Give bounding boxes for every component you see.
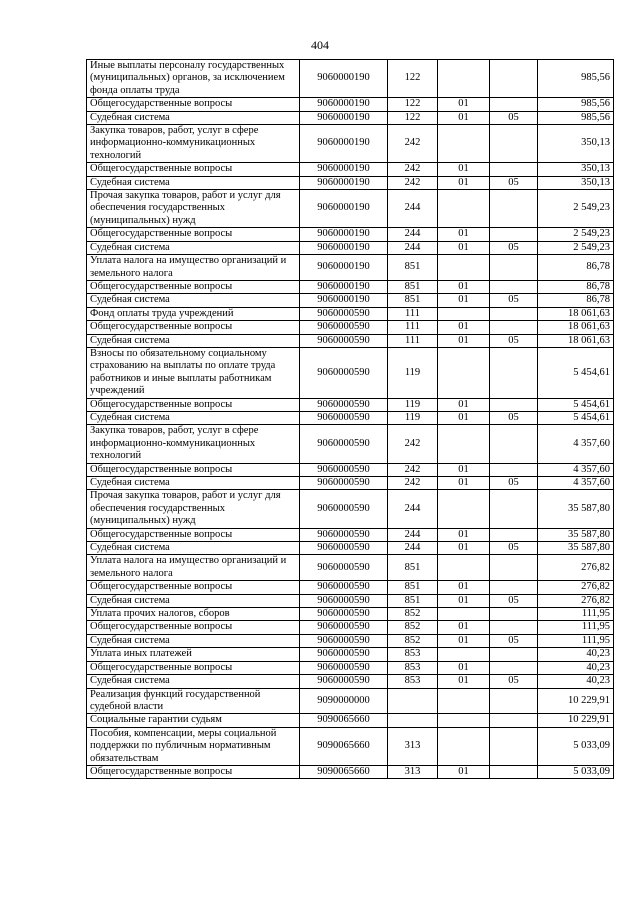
- subsection-cell: 05: [490, 411, 538, 424]
- row-name-cell: Судебная система: [87, 176, 300, 189]
- section-cell: 01: [438, 294, 490, 307]
- target-code-cell: 9060000590: [300, 463, 388, 476]
- expense-type-cell: 244: [388, 228, 438, 241]
- amount-cell: 350,13: [538, 163, 614, 176]
- expense-type-cell: 122: [388, 60, 438, 98]
- amount-cell: 5 454,61: [538, 411, 614, 424]
- section-cell: [438, 727, 490, 765]
- subsection-cell: [490, 555, 538, 581]
- expense-type-cell: 244: [388, 190, 438, 228]
- target-code-cell: 9060000190: [300, 255, 388, 281]
- section-cell: [438, 190, 490, 228]
- table-row: [87, 425, 614, 463]
- target-code-cell: 9060000590: [300, 661, 388, 674]
- target-code-cell: 9060000190: [300, 60, 388, 98]
- row-name-cell: Уплата прочих налогов, сборов: [87, 608, 300, 621]
- row-name-cell: Уплата иных платежей: [87, 648, 300, 661]
- section-cell: 01: [438, 675, 490, 688]
- target-code-cell: 9060000190: [300, 241, 388, 254]
- table-row: [87, 634, 614, 647]
- table-row: [87, 411, 614, 424]
- amount-cell: 111,95: [538, 608, 614, 621]
- table-row: [87, 398, 614, 411]
- row-name-cell: Общегосударственные вопросы: [87, 581, 300, 594]
- subsection-cell: [490, 307, 538, 320]
- row-name-cell: Уплата налога на имущество организаций и земельного налога: [87, 255, 300, 281]
- amount-cell: 111,95: [538, 634, 614, 647]
- table-row: [87, 594, 614, 607]
- amount-cell: 40,23: [538, 648, 614, 661]
- table-row: [87, 163, 614, 176]
- row-name-cell: Судебная система: [87, 634, 300, 647]
- target-code-cell: 9060000590: [300, 621, 388, 634]
- subsection-cell: [490, 608, 538, 621]
- amount-cell: 86,78: [538, 255, 614, 281]
- section-cell: [438, 714, 490, 727]
- table-row: [87, 542, 614, 555]
- expense-type-cell: 111: [388, 307, 438, 320]
- amount-cell: 4 357,60: [538, 477, 614, 490]
- expense-type-cell: 852: [388, 634, 438, 647]
- table-row: [87, 727, 614, 765]
- row-name-cell: Судебная система: [87, 477, 300, 490]
- amount-cell: 350,13: [538, 125, 614, 163]
- subsection-cell: [490, 163, 538, 176]
- row-name-cell: Судебная система: [87, 594, 300, 607]
- table-row: [87, 688, 614, 714]
- expense-type-cell: [388, 688, 438, 714]
- subsection-cell: [490, 727, 538, 765]
- subsection-cell: [490, 648, 538, 661]
- section-cell: 01: [438, 98, 490, 111]
- section-cell: 01: [438, 280, 490, 293]
- subsection-cell: [490, 255, 538, 281]
- table-row: [87, 463, 614, 476]
- amount-cell: 4 357,60: [538, 425, 614, 463]
- section-cell: 01: [438, 411, 490, 424]
- target-code-cell: 9060000590: [300, 425, 388, 463]
- target-code-cell: 9060000190: [300, 111, 388, 124]
- expense-type-cell: 244: [388, 490, 438, 528]
- expense-type-cell: 313: [388, 765, 438, 778]
- table-row: [87, 294, 614, 307]
- amount-cell: 10 229,91: [538, 688, 614, 714]
- row-name-cell: Уплата налога на имущество организаций и земельного налога: [87, 555, 300, 581]
- subsection-cell: [490, 490, 538, 528]
- target-code-cell: 9060000590: [300, 307, 388, 320]
- section-cell: 01: [438, 661, 490, 674]
- subsection-cell: [490, 425, 538, 463]
- subsection-cell: [490, 280, 538, 293]
- amount-cell: 5 033,09: [538, 765, 614, 778]
- row-name-cell: Закупка товаров, работ, услуг в сфере информационно-коммуникационных технологий: [87, 125, 300, 163]
- expense-type-cell: 852: [388, 621, 438, 634]
- expense-type-cell: 851: [388, 581, 438, 594]
- target-code-cell: 9060000590: [300, 542, 388, 555]
- expense-type-cell: 244: [388, 542, 438, 555]
- expense-type-cell: 119: [388, 398, 438, 411]
- target-code-cell: 9060000190: [300, 280, 388, 293]
- row-name-cell: Закупка товаров, работ, услуг в сфере информационно-коммуникационных технологий: [87, 425, 300, 463]
- table-row: [87, 98, 614, 111]
- table-row: [87, 190, 614, 228]
- expense-type-cell: 242: [388, 176, 438, 189]
- expense-type-cell: 122: [388, 98, 438, 111]
- table-row: [87, 675, 614, 688]
- subsection-cell: 05: [490, 634, 538, 647]
- amount-cell: 18 061,63: [538, 334, 614, 347]
- row-name-cell: Прочая закупка товаров, работ и услуг для обеспечения государственных (муниципальных) нужд: [87, 490, 300, 528]
- table-row: [87, 621, 614, 634]
- target-code-cell: 9060000190: [300, 294, 388, 307]
- table-row: [87, 661, 614, 674]
- expense-type-cell: 244: [388, 241, 438, 254]
- subsection-cell: [490, 398, 538, 411]
- target-code-cell: 9060000590: [300, 648, 388, 661]
- section-cell: [438, 425, 490, 463]
- table-row: [87, 528, 614, 541]
- table-row: [87, 125, 614, 163]
- amount-cell: 18 061,63: [538, 321, 614, 334]
- subsection-cell: [490, 125, 538, 163]
- amount-cell: 40,23: [538, 675, 614, 688]
- table-row: [87, 555, 614, 581]
- section-cell: [438, 490, 490, 528]
- amount-cell: 35 587,80: [538, 528, 614, 541]
- expense-type-cell: 242: [388, 163, 438, 176]
- row-name-cell: Общегосударственные вопросы: [87, 321, 300, 334]
- expense-type-cell: 244: [388, 528, 438, 541]
- target-code-cell: 9060000590: [300, 477, 388, 490]
- table-row: [87, 648, 614, 661]
- amount-cell: 985,56: [538, 111, 614, 124]
- section-cell: 01: [438, 176, 490, 189]
- expense-type-cell: 111: [388, 321, 438, 334]
- amount-cell: 35 587,80: [538, 490, 614, 528]
- row-name-cell: Судебная система: [87, 241, 300, 254]
- subsection-cell: [490, 60, 538, 98]
- target-code-cell: 9090000000: [300, 688, 388, 714]
- amount-cell: 5 454,61: [538, 398, 614, 411]
- row-name-cell: Пособия, компенсации, меры социальной поддержки по публичным нормативным обязательствам: [87, 727, 300, 765]
- table-row: [87, 228, 614, 241]
- amount-cell: 276,82: [538, 555, 614, 581]
- target-code-cell: 9060000590: [300, 490, 388, 528]
- amount-cell: 18 061,63: [538, 307, 614, 320]
- row-name-cell: Судебная система: [87, 675, 300, 688]
- section-cell: [438, 608, 490, 621]
- subsection-cell: 05: [490, 176, 538, 189]
- section-cell: 01: [438, 111, 490, 124]
- subsection-cell: 05: [490, 111, 538, 124]
- target-code-cell: 9060000190: [300, 163, 388, 176]
- section-cell: 01: [438, 321, 490, 334]
- amount-cell: 35 587,80: [538, 542, 614, 555]
- expense-type-cell: 851: [388, 294, 438, 307]
- subsection-cell: [490, 98, 538, 111]
- target-code-cell: 9060000190: [300, 125, 388, 163]
- expense-type-cell: 242: [388, 125, 438, 163]
- page-number: 404: [311, 38, 329, 52]
- row-name-cell: Общегосударственные вопросы: [87, 661, 300, 674]
- expense-type-cell: 122: [388, 111, 438, 124]
- table-row: [87, 347, 614, 398]
- table-row: [87, 255, 614, 281]
- table-row: [87, 241, 614, 254]
- expense-type-cell: 242: [388, 477, 438, 490]
- table-row: [87, 581, 614, 594]
- section-cell: 01: [438, 163, 490, 176]
- section-cell: 01: [438, 334, 490, 347]
- section-cell: 01: [438, 241, 490, 254]
- amount-cell: 40,23: [538, 661, 614, 674]
- target-code-cell: 9060000590: [300, 398, 388, 411]
- subsection-cell: 05: [490, 675, 538, 688]
- table-row: [87, 608, 614, 621]
- section-cell: [438, 60, 490, 98]
- row-name-cell: Общегосударственные вопросы: [87, 765, 300, 778]
- expense-type-cell: 852: [388, 608, 438, 621]
- expense-type-cell: 851: [388, 255, 438, 281]
- amount-cell: 5 033,09: [538, 727, 614, 765]
- target-code-cell: 9060000190: [300, 98, 388, 111]
- section-cell: 01: [438, 542, 490, 555]
- section-cell: 01: [438, 228, 490, 241]
- row-name-cell: Судебная система: [87, 111, 300, 124]
- row-name-cell: Общегосударственные вопросы: [87, 280, 300, 293]
- target-code-cell: 9060000590: [300, 675, 388, 688]
- section-cell: [438, 555, 490, 581]
- amount-cell: 985,56: [538, 98, 614, 111]
- section-cell: [438, 347, 490, 398]
- target-code-cell: 9060000590: [300, 594, 388, 607]
- row-name-cell: Судебная система: [87, 334, 300, 347]
- row-name-cell: Прочая закупка товаров, работ и услуг для обеспечения государственных (муниципальных) нужд: [87, 190, 300, 228]
- amount-cell: 2 549,23: [538, 241, 614, 254]
- expense-type-cell: 242: [388, 425, 438, 463]
- expense-type-cell: 853: [388, 648, 438, 661]
- row-name-cell: Социальные гарантии судьям: [87, 714, 300, 727]
- subsection-cell: [490, 463, 538, 476]
- table-row: [87, 280, 614, 293]
- subsection-cell: [490, 321, 538, 334]
- table-row: [87, 490, 614, 528]
- target-code-cell: 9060000590: [300, 334, 388, 347]
- amount-cell: 86,78: [538, 280, 614, 293]
- budget-table-body: [87, 60, 614, 779]
- table-row: [87, 321, 614, 334]
- row-name-cell: Общегосударственные вопросы: [87, 398, 300, 411]
- row-name-cell: Общегосударственные вопросы: [87, 98, 300, 111]
- section-cell: [438, 648, 490, 661]
- expense-type-cell: 313: [388, 727, 438, 765]
- expense-type-cell: 111: [388, 334, 438, 347]
- target-code-cell: 9060000590: [300, 608, 388, 621]
- subsection-cell: 05: [490, 334, 538, 347]
- amount-cell: 10 229,91: [538, 714, 614, 727]
- row-name-cell: Общегосударственные вопросы: [87, 621, 300, 634]
- table-row: [87, 714, 614, 727]
- subsection-cell: [490, 714, 538, 727]
- target-code-cell: 9060000190: [300, 176, 388, 189]
- subsection-cell: 05: [490, 294, 538, 307]
- subsection-cell: 05: [490, 594, 538, 607]
- expense-type-cell: [388, 714, 438, 727]
- row-name-cell: Общегосударственные вопросы: [87, 463, 300, 476]
- amount-cell: 276,82: [538, 594, 614, 607]
- table-row: [87, 176, 614, 189]
- section-cell: 01: [438, 765, 490, 778]
- expense-type-cell: 851: [388, 555, 438, 581]
- section-cell: [438, 307, 490, 320]
- target-code-cell: 9090065660: [300, 714, 388, 727]
- target-code-cell: 9060000590: [300, 555, 388, 581]
- amount-cell: 2 549,23: [538, 190, 614, 228]
- expense-type-cell: 851: [388, 594, 438, 607]
- subsection-cell: [490, 661, 538, 674]
- expense-type-cell: 119: [388, 411, 438, 424]
- target-code-cell: 9060000590: [300, 581, 388, 594]
- amount-cell: 2 549,23: [538, 228, 614, 241]
- target-code-cell: 9060000590: [300, 411, 388, 424]
- amount-cell: 111,95: [538, 621, 614, 634]
- section-cell: 01: [438, 398, 490, 411]
- table-row: [87, 111, 614, 124]
- section-cell: [438, 255, 490, 281]
- subsection-cell: [490, 581, 538, 594]
- section-cell: 01: [438, 621, 490, 634]
- section-cell: 01: [438, 594, 490, 607]
- section-cell: 01: [438, 477, 490, 490]
- row-name-cell: Судебная система: [87, 542, 300, 555]
- subsection-cell: 05: [490, 477, 538, 490]
- expense-type-cell: 851: [388, 280, 438, 293]
- expense-type-cell: 242: [388, 463, 438, 476]
- target-code-cell: 9060000190: [300, 228, 388, 241]
- section-cell: 01: [438, 528, 490, 541]
- amount-cell: 4 357,60: [538, 463, 614, 476]
- section-cell: 01: [438, 634, 490, 647]
- amount-cell: 86,78: [538, 294, 614, 307]
- budget-table: [86, 59, 614, 779]
- target-code-cell: 9060000590: [300, 528, 388, 541]
- table-row: [87, 307, 614, 320]
- target-code-cell: 9090065660: [300, 727, 388, 765]
- amount-cell: 5 454,61: [538, 347, 614, 398]
- subsection-cell: [490, 621, 538, 634]
- row-name-cell: Судебная система: [87, 411, 300, 424]
- subsection-cell: 05: [490, 241, 538, 254]
- target-code-cell: 9060000590: [300, 634, 388, 647]
- target-code-cell: 9060000190: [300, 190, 388, 228]
- target-code-cell: 9060000590: [300, 321, 388, 334]
- section-cell: 01: [438, 581, 490, 594]
- subsection-cell: [490, 347, 538, 398]
- subsection-cell: [490, 765, 538, 778]
- subsection-cell: [490, 528, 538, 541]
- row-name-cell: Фонд оплаты труда учреждений: [87, 307, 300, 320]
- subsection-cell: [490, 228, 538, 241]
- table-row: [87, 334, 614, 347]
- expense-type-cell: 853: [388, 675, 438, 688]
- row-name-cell: Общегосударственные вопросы: [87, 163, 300, 176]
- subsection-cell: 05: [490, 542, 538, 555]
- section-cell: 01: [438, 463, 490, 476]
- row-name-cell: Общегосударственные вопросы: [87, 228, 300, 241]
- row-name-cell: Реализация функций государственной судебной власти: [87, 688, 300, 714]
- row-name-cell: Иные выплаты персоналу государственных (муниципальных) органов, за исключением фонда оплаты труда: [87, 60, 300, 98]
- amount-cell: 985,56: [538, 60, 614, 98]
- subsection-cell: [490, 190, 538, 228]
- row-name-cell: Судебная система: [87, 294, 300, 307]
- target-code-cell: 9090065660: [300, 765, 388, 778]
- row-name-cell: Взносы по обязательному социальному страхованию на выплаты по оплате труда работников и иные выплаты работникам учреждений: [87, 347, 300, 398]
- row-name-cell: Общегосударственные вопросы: [87, 528, 300, 541]
- expense-type-cell: 119: [388, 347, 438, 398]
- amount-cell: 276,82: [538, 581, 614, 594]
- table-row: [87, 60, 614, 98]
- table-row: [87, 765, 614, 778]
- section-cell: [438, 688, 490, 714]
- expense-type-cell: 853: [388, 661, 438, 674]
- target-code-cell: 9060000590: [300, 347, 388, 398]
- amount-cell: 350,13: [538, 176, 614, 189]
- subsection-cell: [490, 688, 538, 714]
- table-row: [87, 477, 614, 490]
- section-cell: [438, 125, 490, 163]
